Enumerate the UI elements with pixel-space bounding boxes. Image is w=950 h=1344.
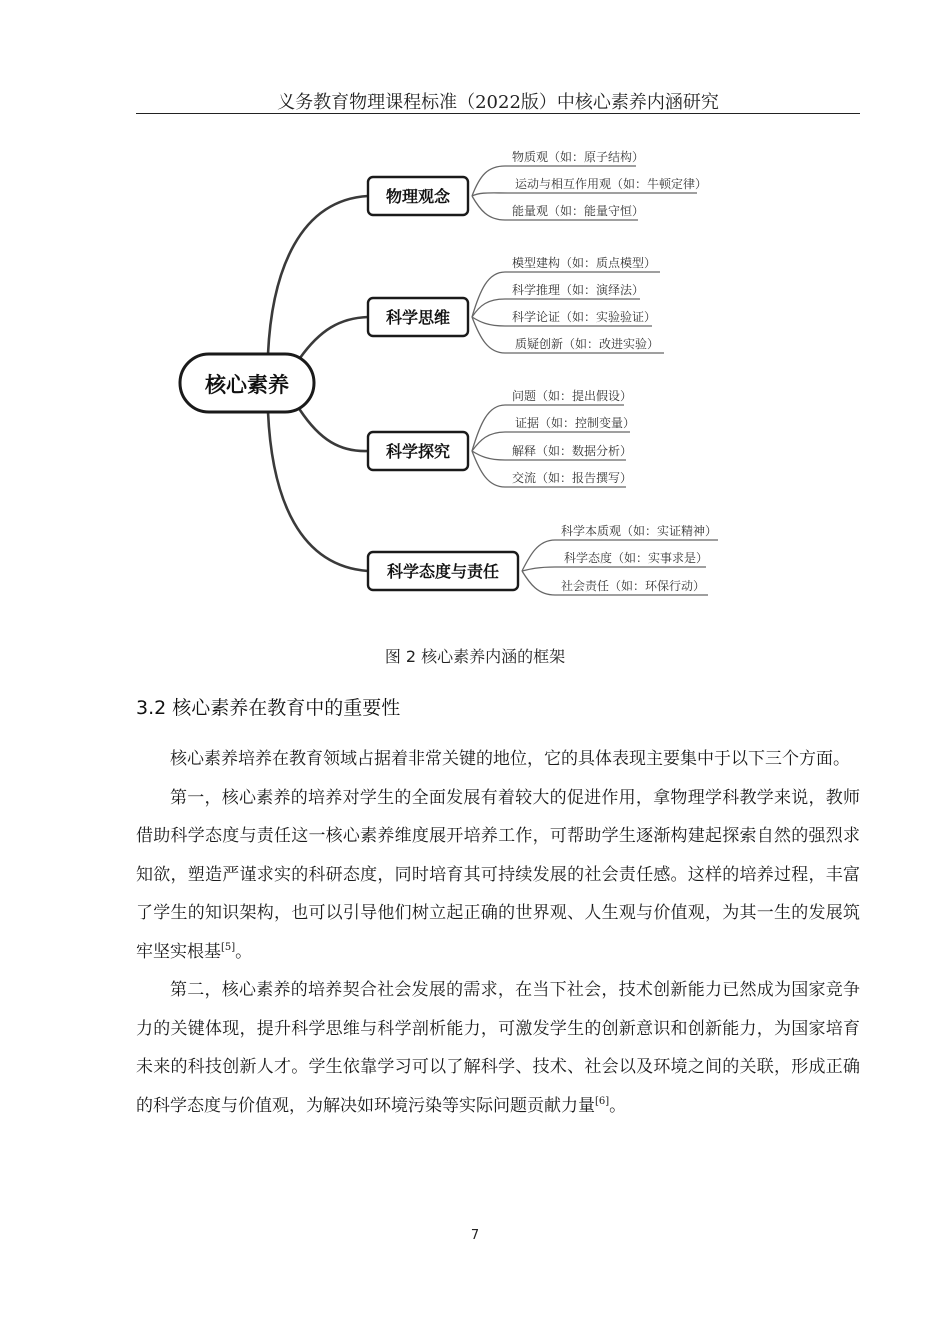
connector-root-b3 [300,410,368,451]
leaf-text-2-4: 质疑创新（如：改进实验） [515,337,660,351]
citation-6: [6] [595,1095,610,1107]
branch-label-2: 科学思维 [385,308,451,327]
leaf-text-1-3: 能量观（如：能量守恒） [512,204,645,218]
branch-label-4: 科学态度与责任 [386,562,500,581]
leaf-line-4-2 [522,567,706,571]
leaf-text-4-3: 社会责任（如：环保行动） [561,579,706,593]
connector-root-b1 [268,196,368,354]
leaf-text-2-1: 模型建构（如：质点模型） [512,256,657,270]
paragraph-2 [136,779,860,972]
leaf-line-1-2 [472,193,697,196]
leaf-text-3-3: 解释（如：数据分析） [512,444,633,458]
leaf-text-3-4: 交流（如：报告撰写） [512,471,633,485]
leaf-text-3-2: 证据（如：控制变量） [515,416,636,430]
branch-label-3: 科学探究 [385,442,451,461]
root-node [180,354,314,412]
leaf-text-4-2: 科学态度（如：实事求是） [564,551,709,565]
leaf-text-2-3: 科学论证（如：实验验证） [512,310,657,324]
leaf-text-4-1: 科学本质观（如：实证精神） [561,524,718,538]
figure-caption: 图 2 核心素养内涵的框架 [384,647,566,666]
citation-5: [5] [221,941,236,953]
paragraph-1 [136,740,860,779]
paragraph-2-end: 。 [235,941,253,962]
branch-4 [368,523,718,595]
connector-root-b2 [300,317,368,358]
branch-label-1: 物理观念 [385,187,451,206]
paragraph-3 [136,971,860,1125]
paragraph-1-text: 核心素养培养在教育领域占据着非常关键的地位，它的具体表现主要集中于以下三个方面。 [170,749,850,769]
body-text [136,740,860,1125]
branch-2 [368,255,664,353]
leaf-text-3-1: 问题（如：提出假设） [512,389,633,403]
paragraph-3-end: 。 [609,1095,627,1116]
leaf-text-2-2: 科学推理（如：演绎法） [512,283,645,297]
section-heading: 3.2 核心素养在教育中的重要性 [136,697,401,719]
branch-1 [368,149,707,220]
paragraph-3-text: 第二，核心素养的培养契合社会发展的需求，在当下社会，技术创新能力已然成为国家竞争力的关键体现，提升科学思维与科学剖析能力，可激发学生的创新意识和创新能力，为国家培育未来的科技创新人才。学生依靠学习可以了解科学、技术、社会以及环境之间的关联，形成正确的科学态度与价值观，为解决如环境污染等实际问题贡献力量 [136,980,860,1116]
paragraph-2-text: 第一，核心素养的培养对学生的全面发展有着较大的促进作用，拿物理学科教学来说，教师借助科学态度与责任这一核心素养维度展开培养工作，可帮助学生逐渐构建起探索自然的强烈求知欲，塑造严谨求实的科研态度，同时培育其可持续发展的社会责任感。这样的培养过程，丰富了学生的知识架构，也可以引导他们树立起正确的世界观、人生观与价值观，为其一生的发展筑牢坚实根基 [136,787,860,962]
mindmap-figure [0,0,950,640]
root-node-label: 核心素养 [205,373,289,397]
leaf-text-1-1: 物质观（如：原子结构） [512,150,645,164]
branch-3 [368,388,635,487]
connector-root-b4 [268,412,368,571]
page-number: 7 [470,1228,480,1243]
leaf-text-1-2: 运动与相互作用观（如：牛顿定律） [515,177,708,191]
running-header: 义务教育物理课程标准（2022版）中核心素养内涵研究 [277,92,719,113]
